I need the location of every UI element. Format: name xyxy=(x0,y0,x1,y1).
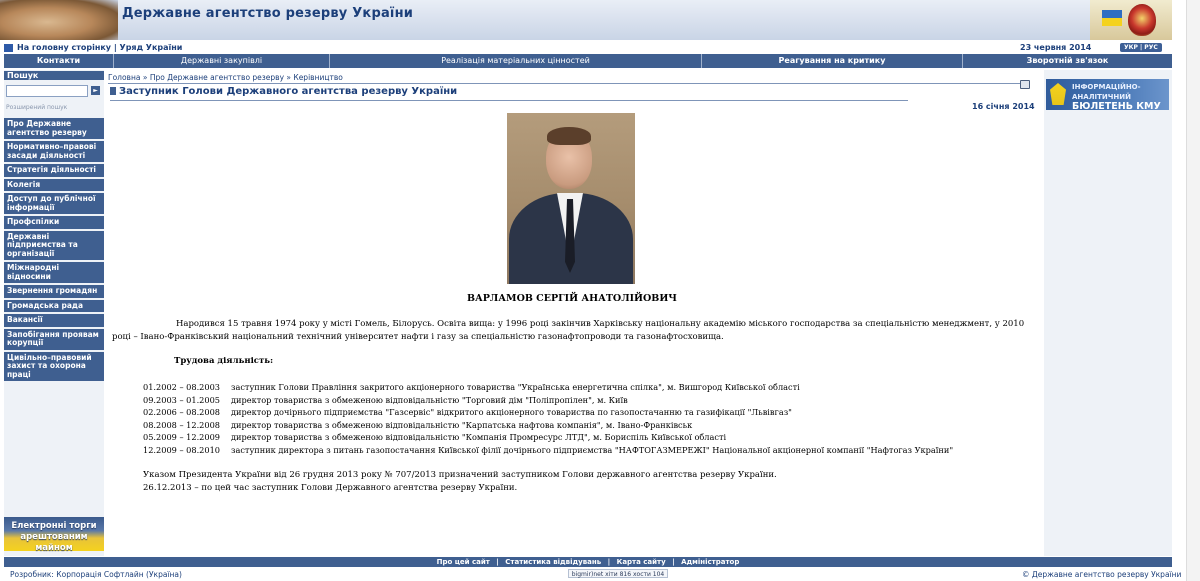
auction-banner[interactable]: Електронні торги арештованим майном xyxy=(4,517,104,551)
page-title-text: Заступник Голови Державного агентства резерву України xyxy=(119,86,458,97)
nav-feedback[interactable]: Зворотній зв'язок xyxy=(1026,56,1109,65)
search-go-icon[interactable]: ► xyxy=(91,86,100,95)
title-marker-icon xyxy=(110,87,116,95)
breadcrumb[interactable]: Головна » Про Державне агентство резерву » Керівництво xyxy=(108,73,343,82)
sidebar-item-legal-basis[interactable]: Нормативно–правові засади діяльності xyxy=(4,141,104,162)
person-photo xyxy=(507,113,635,284)
developer-credit[interactable]: Розробник: Корпорація Софтлайн (Україна) xyxy=(10,570,182,579)
sidebar-item-citizen-appeals[interactable]: Звернення громадян xyxy=(4,285,104,298)
career-text: заступник Голови Правління закритого акціонерного товариства "Українська енергетична спілка", м. Вишгород Київської області xyxy=(231,382,800,392)
advanced-search-link[interactable]: Розширений пошук xyxy=(6,104,68,111)
visit-counter[interactable]: bigmir)net хіти 816 хости 104 xyxy=(568,569,668,578)
career-period: 12.2009 – 08.2010 xyxy=(143,444,221,455)
nav-sale-of-goods[interactable]: Реалізація матеріальних цінностей xyxy=(330,54,702,68)
footer-about-link[interactable]: Про цей сайт xyxy=(436,558,490,566)
separator: | xyxy=(113,43,117,52)
sidebar-item-strategy[interactable]: Стратегія діяльності xyxy=(4,164,104,177)
sidebar-item-anti-corruption[interactable]: Запобігання проявам корупції xyxy=(4,329,104,350)
top-navigation xyxy=(4,54,1172,68)
sidebar-item-state-enterprises[interactable]: Державні підприємства та організації xyxy=(4,231,104,261)
agency-emblem-icon xyxy=(1128,4,1156,36)
footer-navigation xyxy=(4,557,1172,567)
career-item xyxy=(143,394,953,407)
photo-hair xyxy=(547,127,591,145)
sidebar-menu xyxy=(4,118,104,383)
sidebar-item-international[interactable]: Міжнародні відносини xyxy=(4,262,104,283)
home-link[interactable]: На головну сторінку xyxy=(17,43,112,52)
bulletin-line-2: БЮЛЕТЕНЬ КМУ xyxy=(1072,101,1161,112)
nav-contacts[interactable]: Контакти xyxy=(4,54,114,68)
career-item xyxy=(143,431,953,444)
sidebar-item-public-council[interactable]: Громадська рада xyxy=(4,300,104,313)
career-item xyxy=(143,406,953,419)
career-heading: Трудова діяльність: xyxy=(174,356,274,366)
search-input[interactable] xyxy=(6,85,88,97)
right-column xyxy=(1044,70,1172,556)
article-date: 16 січня 2014 xyxy=(972,102,1035,111)
wheat-image xyxy=(0,0,118,40)
decree-text: Указом Президента України від 26 грудня 2013 року № 707/2013 призначений заступником Голови державного агентства резерву України. xyxy=(143,470,777,480)
person-name: ВАРЛАМОВ СЕРГІЙ АНАТОЛІЙОВИЧ xyxy=(467,293,677,304)
career-text: директор товариства з обмеженою відповідальністю "Компанія Промресурс ЛТД", м. Бориспіль Київської області xyxy=(231,432,727,442)
career-period: 02.2006 – 08.2008 xyxy=(143,407,221,417)
career-text: директор товариства з обмеженою відповідальністю "Карпатська нафтова компанія", м. Івано-Франківськ xyxy=(231,419,693,430)
window-scrollbar[interactable] xyxy=(1186,0,1200,581)
print-icon[interactable] xyxy=(1020,80,1030,89)
current-position-text: 26.12.2013 – по цей час заступник Голови Державного агентства резерву України. xyxy=(143,483,518,493)
sidebar-item-trade-unions[interactable]: Профспілки xyxy=(4,216,104,229)
career-item xyxy=(143,381,953,394)
footer-admin-link[interactable]: Адміністратор xyxy=(681,558,740,566)
search-label: Пошук xyxy=(4,71,104,80)
sidebar-item-public-info[interactable]: Доступ до публічної інформації xyxy=(4,193,104,214)
top-links xyxy=(4,42,182,54)
site-header xyxy=(0,0,1172,40)
separator: | xyxy=(496,558,499,566)
career-period: 08.2008 – 12.2008 xyxy=(143,419,221,430)
bulletin-line-1: ІНФОРМАЦІЙНО-АНАЛІТИЧНИЙ xyxy=(1072,83,1141,101)
career-text: директор товариства з обмеженою відповідальністю "Торговий дім "Поліпропілен", м. Київ xyxy=(231,394,628,405)
separator: | xyxy=(607,558,611,566)
decree-block xyxy=(143,469,777,495)
page-title xyxy=(110,86,457,97)
career-list xyxy=(143,381,953,456)
nav-procurement[interactable]: Державні закупівлі xyxy=(114,54,330,68)
home-icon[interactable] xyxy=(4,44,13,52)
career-text: заступник директора з питань газопостачання Київської філії дочірнього підприємства "НАФТОГАЗМЕРЕЖІ" Національної акціонерної компанії "Нафтогаз України" xyxy=(231,444,954,455)
career-period: 01.2002 – 08.2003 xyxy=(143,382,221,392)
footer-stats-link[interactable]: Статистика відвідувань xyxy=(505,558,602,566)
career-item xyxy=(143,419,953,432)
site-title[interactable]: Державне агентство резерву України xyxy=(122,6,414,21)
career-text: директор дочірнього підприємства "Газсервіс" відкритого акціонерного товариства по газопостачанню та газифікації "Львівгаз" xyxy=(231,407,792,417)
nav-criticism-response[interactable]: Реагування на критику xyxy=(702,54,963,68)
copyright: © Державне агентство резерву України xyxy=(1022,570,1182,579)
language-switcher[interactable]: УКР | РУС xyxy=(1120,43,1162,52)
sidebar-item-vacancies[interactable]: Вакансії xyxy=(4,314,104,327)
career-item xyxy=(143,444,953,457)
career-period: 09.2003 – 01.2005 xyxy=(143,394,221,405)
sidebar-item-about[interactable]: Про Державне агентство резерву xyxy=(4,118,104,139)
divider xyxy=(110,100,908,101)
separator: | xyxy=(672,558,675,566)
sidebar-item-board[interactable]: Колегія xyxy=(4,179,104,192)
footer-sitemap-link[interactable]: Карта сайту xyxy=(616,558,666,566)
sidebar-item-civil-protection[interactable]: Цивільно–правовий захист та охорона праці xyxy=(4,352,104,382)
ukraine-flag-icon xyxy=(1102,10,1122,26)
current-date: 23 червня 2014 xyxy=(1020,43,1092,52)
divider xyxy=(108,83,1030,84)
biography: Народився 15 травня 1974 року у місті Гомель, Білорусь. Освіта вища: у 1996 році закінчив Харківську національну академію міського господарства за спеціальністю менеджмент, у 2010 році – Івано-Франківський національний технічний університет нафти і газу за спеціальністю газонафтопроводи та газонафтосховища. xyxy=(112,319,1025,342)
government-link[interactable]: Уряд України xyxy=(119,43,183,52)
career-period: 05.2009 – 12.2009 xyxy=(143,432,221,442)
